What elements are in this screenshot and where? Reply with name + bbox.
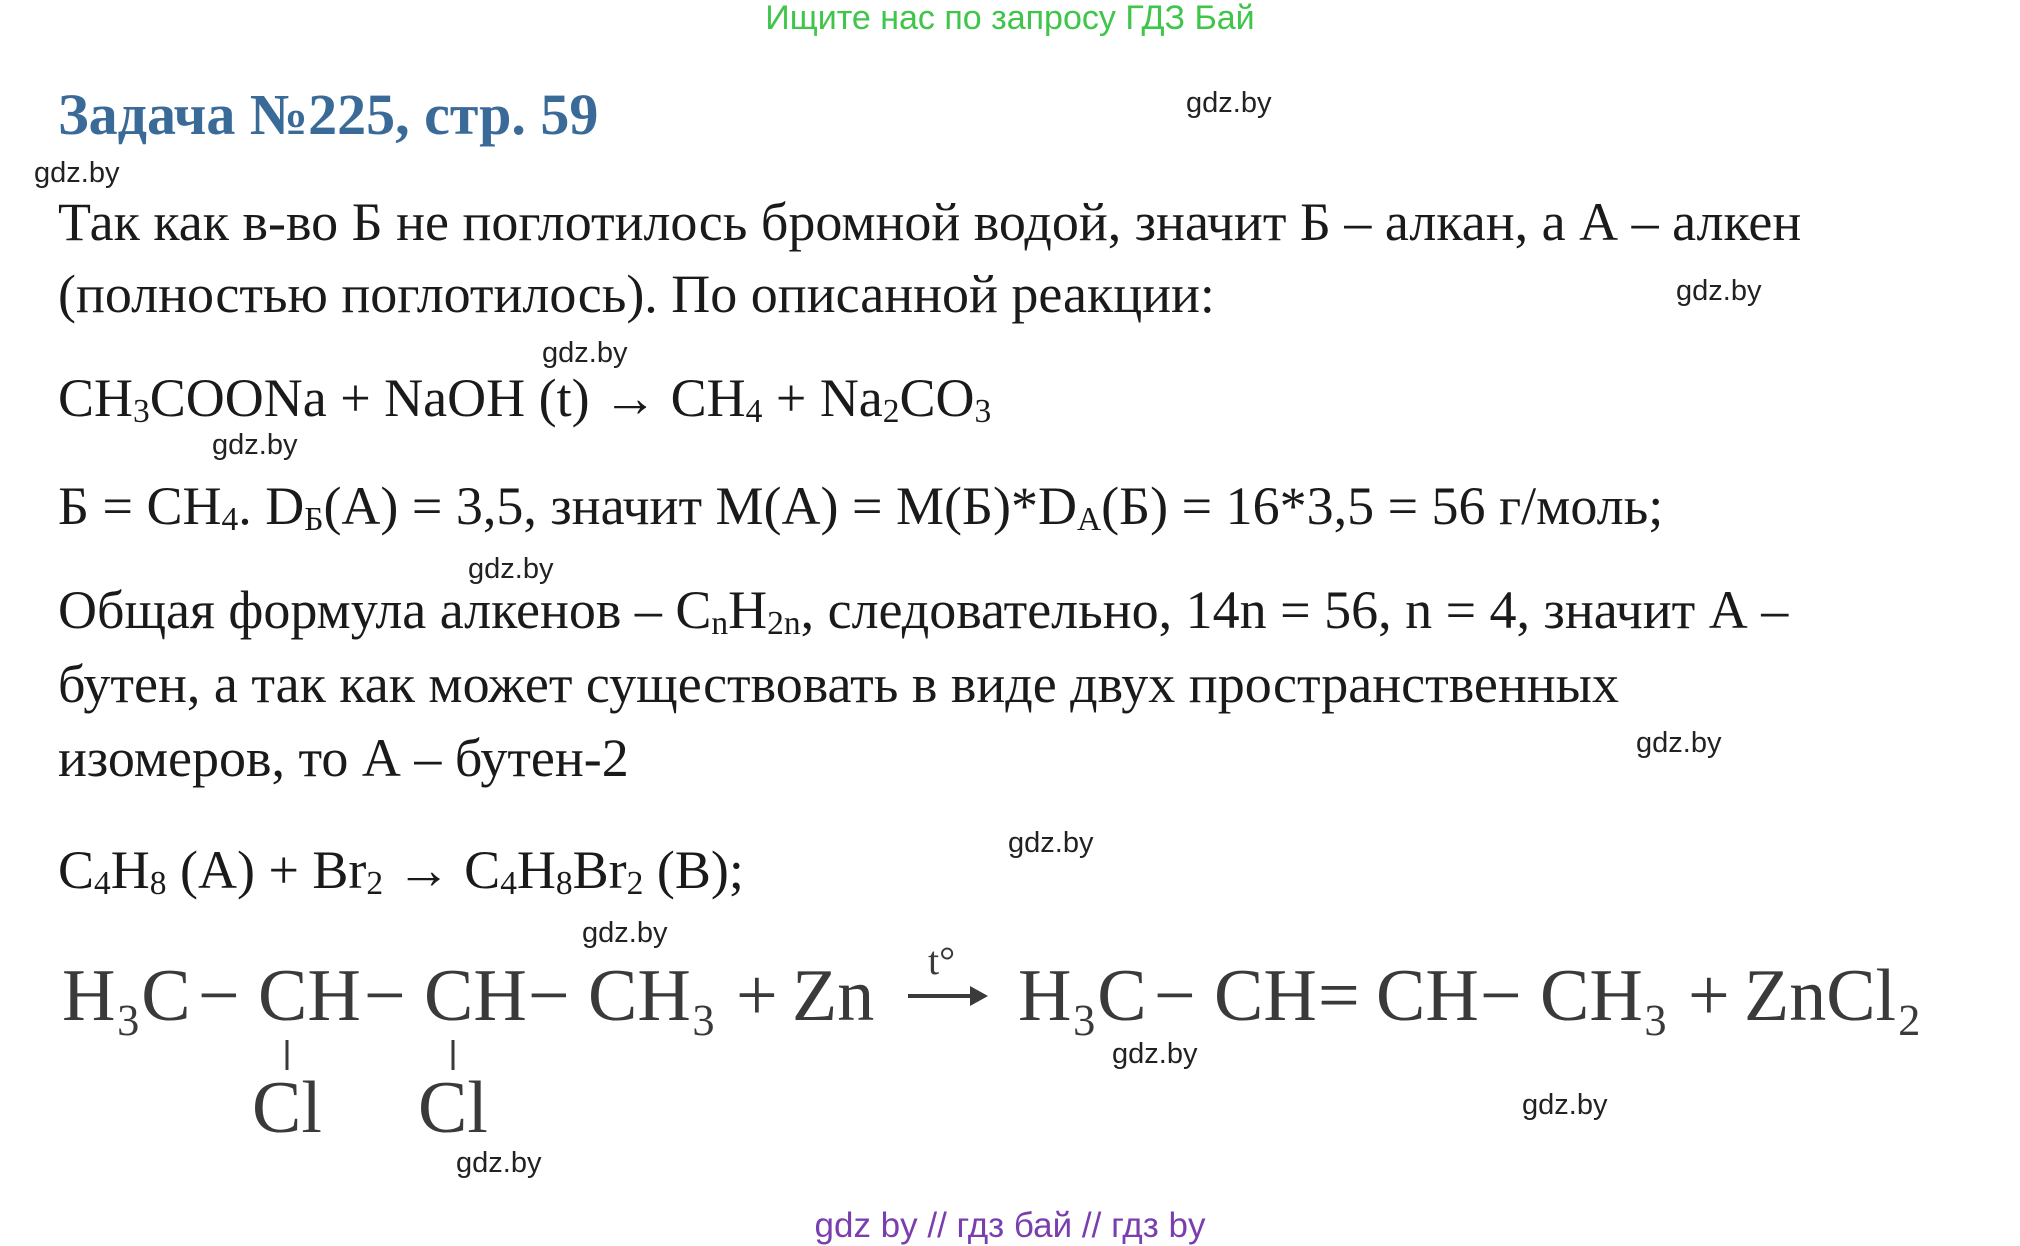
bond-single: − (1154, 955, 1196, 1037)
bond-single: − (364, 955, 406, 1037)
equation-bromination: $C_4H_8$ $(A) + Br_2 \to C_4H_8Br_2$ (B); (58, 840, 744, 903)
formula-h3c: H₃C (1018, 955, 1147, 1037)
watermark: gdz.by (1676, 275, 1762, 307)
formula-cl: Cl (418, 1067, 488, 1148)
paragraph-line: Так как в-во Б не поглотилось бромной водой, значит Б – алкан, а А – алкен (58, 192, 1802, 252)
paragraph-line: (полностью поглотилось). По описанной реакции: (58, 264, 1215, 324)
formula-ch: CH (1376, 955, 1479, 1037)
bond-single: − (198, 955, 240, 1037)
watermark: gdz.by (1008, 827, 1094, 859)
watermark: gdz.by (1522, 1089, 1608, 1121)
equation-molar-mass: $Б = CH_4$. $D_Б(A) = 3,5$, значит $M(A) = M(Б)*D_A(Б) = 16*3,5 = 56$ г/моль; (58, 476, 1664, 539)
formula-ch: CH (258, 955, 361, 1037)
formula-ch3: CH₃ (1540, 955, 1669, 1037)
formula-ch3: CH₃ (588, 955, 717, 1037)
formula-h3c: H₃C (62, 955, 191, 1037)
watermark: gdz.by (1186, 87, 1272, 119)
equation-acetate: $CH_3COONa$ + NaOH $(t) \to CH_4 + Na_2CO_3$ (58, 368, 992, 431)
watermark: gdz.by (1112, 1038, 1198, 1070)
footer-links: gdz by // гдз бай // гдз by (814, 1206, 1206, 1245)
dehalogenation-reaction-figure (40, 938, 1980, 1148)
paragraph-line: Общая формула алкенов – $C_nH_{2n}$, следовательно, 14n = 56, n = 4, значит А – (58, 580, 1789, 643)
paragraph-line: изомеров, то А – бутен-2 (58, 728, 629, 788)
watermark: gdz.by (34, 157, 120, 189)
plus-sign: + (1688, 955, 1730, 1037)
condition-heat: t° (928, 938, 956, 983)
reaction-arrow-head (970, 986, 988, 1006)
formula-ch: CH (424, 955, 527, 1037)
bond-single: − (1480, 955, 1522, 1037)
watermark: gdz.by (456, 1147, 542, 1179)
bond-double: = (1318, 955, 1360, 1037)
watermark: gdz.by (1636, 727, 1722, 759)
formula-cl: Cl (252, 1067, 322, 1148)
formula-zncl2: ZnCl₂ (1744, 955, 1922, 1037)
plus-sign: + (736, 955, 778, 1037)
task-title: Задача №225, стр. 59 (58, 82, 599, 147)
bond-single: − (528, 955, 570, 1037)
watermark: gdz.by (542, 337, 628, 369)
watermark: gdz.by (582, 917, 668, 949)
formula-ch: CH (1214, 955, 1317, 1037)
watermark: gdz.by (212, 429, 298, 461)
top-banner: Ищите нас по запросу ГДЗ Бай (765, 0, 1255, 37)
formula-zn: Zn (792, 955, 875, 1037)
paragraph-line: бутен, а так как может существовать в виде двух пространственных (58, 654, 1619, 714)
watermark: gdz.by (468, 553, 554, 585)
